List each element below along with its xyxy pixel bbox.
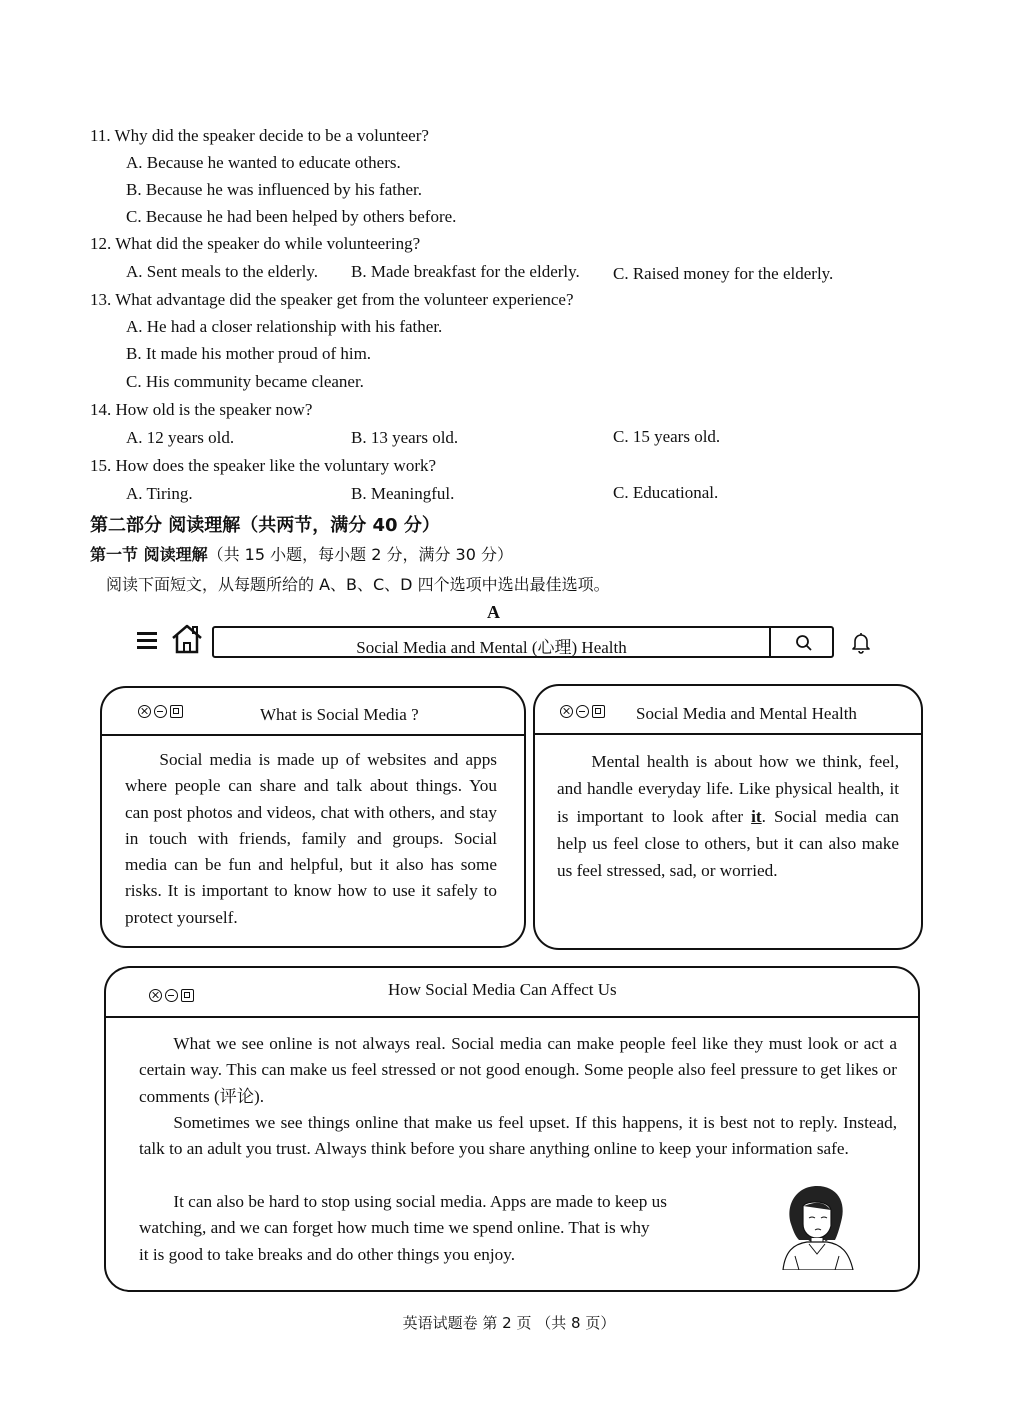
option: B. 13 years old.: [351, 428, 459, 447]
minimize-icon: [165, 989, 178, 1002]
option: B. Because he was influenced by his father.: [126, 180, 422, 199]
card-paragraph: What we see online is not always real. Social media can make people feel like they must look or act a certain way. This can make us feel stressed or not good enough. Some people also feel pressure to get likes or comments (评论).: [139, 1034, 897, 1106]
instruction: 阅读下面短文，从每题所给的 A、B、C、D 四个选项中选出最佳选项。: [106, 575, 610, 594]
option: B. Made breakfast for the elderly.: [351, 262, 580, 281]
card-header: [102, 688, 524, 736]
page-footer: 英语试题卷 第 2 页 （共 8 页）: [402, 1314, 616, 1332]
card-what-is-social-media: [100, 686, 526, 948]
card-body: [557, 748, 899, 884]
maximize-icon: [592, 705, 605, 718]
passage-letter: A: [487, 602, 500, 622]
card-title: What is Social Media ?: [260, 705, 419, 724]
part-heading: 第二部分 阅读理解（共两节，满分 40 分）: [90, 515, 440, 536]
bell-icon: [851, 632, 871, 659]
section-heading: [90, 542, 513, 565]
question-stem: 11. Why did the speaker decide to be a volunteer?: [90, 126, 429, 145]
option: C. Because he had been helped by others before.: [126, 207, 457, 226]
option: A. He had a closer relationship with his father.: [126, 317, 443, 336]
card-mental-health: [533, 684, 923, 950]
option: C. Educational.: [613, 483, 719, 502]
option: C. Raised money for the elderly.: [613, 264, 834, 283]
text-line: It can also be hard to stop using social media. Apps are made to keep us: [173, 1192, 667, 1211]
window-controls: [138, 705, 183, 718]
search-button: [769, 628, 834, 656]
question-stem: 13. What advantage did the speaker get from the volunteer experience?: [90, 290, 574, 309]
option: A. Because he wanted to educate others.: [126, 153, 401, 172]
question-stem: 14. How old is the speaker now?: [90, 400, 313, 419]
card-body: [139, 1031, 897, 1162]
card-paragraph: Sometimes we see things online that make us feel upset. If this happens, it is best not to reply. Instead, talk to an adult you trust. Always think before you share anything online to keep your information safe.: [139, 1112, 897, 1159]
worried-girl-illustration: [777, 1184, 857, 1275]
close-icon: [138, 705, 151, 718]
close-icon: [149, 989, 162, 1002]
section-title: 第一节 阅读理解: [90, 545, 208, 564]
underlined-word: it: [751, 806, 762, 826]
minimize-icon: [576, 705, 589, 718]
option: A. Tiring.: [126, 484, 193, 503]
menu-icon: [137, 632, 157, 650]
card-paragraph: Social media is made up of websites and apps where people can share and talk about things. You can post photos and videos, chat with others, and stay in touch with friends, family and groups. Social media can be fun and helpful, but it also has some risks. It is important to know how to use it safely to protect yourself.: [125, 750, 497, 927]
card-header: [535, 686, 921, 735]
question-stem: 15. How does the speaker like the voluntary work?: [90, 456, 437, 475]
text-line: watching, and we can forget how much time we spend online. That is why: [139, 1218, 650, 1238]
search-text: Social Media and Mental (心理) Health: [356, 638, 627, 657]
search-icon: [795, 634, 813, 652]
section-note: （共 15 小题，每小题 2 分，满分 30 分）: [207, 545, 513, 564]
text-line: it is good to take breaks and do other things you enjoy.: [139, 1244, 515, 1264]
window-controls: [149, 989, 194, 1002]
maximize-icon: [181, 989, 194, 1002]
card-title: How Social Media Can Affect Us: [388, 980, 617, 999]
option: C. 15 years old.: [613, 427, 721, 446]
text-run: . Social media can help us feel close to others, but it can also make us feel stressed, sad, or worried.: [557, 806, 900, 881]
window-controls: [560, 705, 605, 718]
option: A. 12 years old.: [126, 428, 235, 447]
card-header: [106, 968, 918, 1018]
close-icon: [560, 705, 573, 718]
card-paragraph: [557, 748, 899, 884]
search-bar: [212, 626, 834, 658]
maximize-icon: [170, 705, 183, 718]
option: B. It made his mother proud of him.: [126, 344, 372, 363]
card-body-last: [139, 1189, 759, 1268]
option: A. Sent meals to the elderly.: [126, 262, 318, 281]
card-title: Social Media and Mental Health: [636, 704, 857, 723]
text-run: Mental health is about how we think, feel, and handle everyday life. Like physical health, it is important to look after: [557, 752, 899, 826]
minimize-icon: [154, 705, 167, 718]
option: B. Meaningful.: [351, 484, 455, 503]
option: C. His community became cleaner.: [126, 372, 364, 391]
card-body: [125, 747, 497, 931]
home-icon: [171, 624, 203, 659]
question-stem: 12. What did the speaker do while volunteering?: [90, 234, 421, 253]
